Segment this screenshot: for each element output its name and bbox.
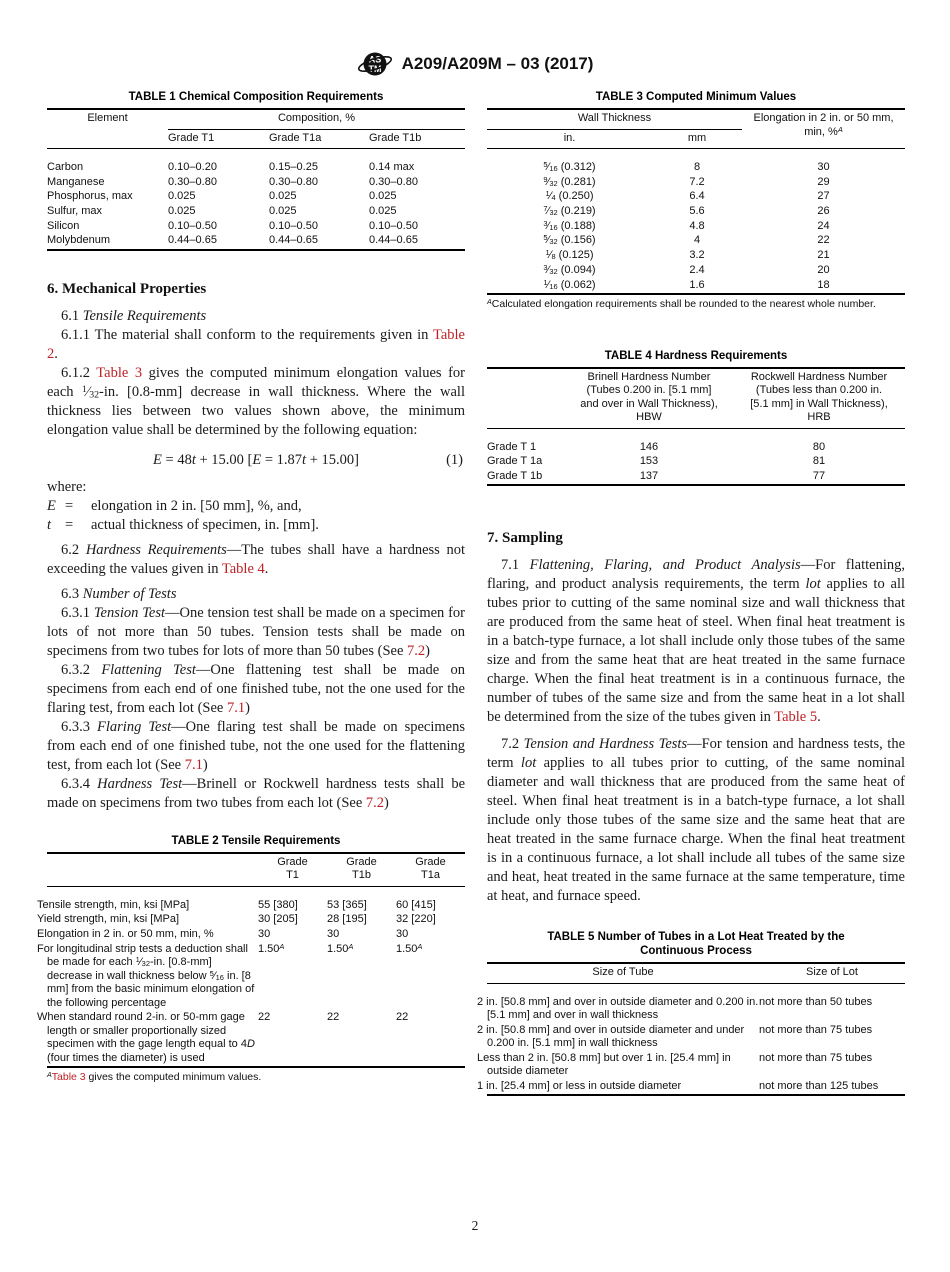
cell-grade: Grade T 1a <box>487 455 543 468</box>
cell-tube-size: Less than 2 in. [50.8 mm] but over 1 in. [25.4 mm] in outside diameter <box>477 1051 731 1078</box>
cell-element: Manganese <box>47 175 105 188</box>
xref-link[interactable]: Table 3 <box>96 364 143 381</box>
table-2-footnote: $^A$Table 3 gives the computed minimum values. <box>47 1070 262 1083</box>
column-header-in: in. <box>563 131 576 144</box>
xref-link[interactable]: 7.1 <box>226 699 246 716</box>
cell-mm: 8 <box>693 161 701 173</box>
cell-mm: 7.2 <box>689 175 705 188</box>
paragraph-6-1: 6.1 Tensile Requirements <box>61 307 207 324</box>
standard-designation-title: A209/A209M – 03 (2017) <box>401 54 594 73</box>
cell-brinell: 137 <box>639 469 659 482</box>
cell-in: $^5⁄_{32}$ (0.156) <box>543 233 596 247</box>
cell-mm: 6.4 <box>689 190 705 203</box>
cell-elongation: 26 <box>817 205 830 218</box>
equation-number: (1) <box>446 451 463 468</box>
cell-value: 30 <box>327 927 340 940</box>
definition-symbol: t <box>47 516 52 533</box>
cell-value: 28 [195] <box>327 913 367 926</box>
table-3-footnote: $^A$Calculated elongation requirements shall be rounded to the nearest whole number. <box>487 297 876 310</box>
cell-tube-size: 2 in. [50.8 mm] and over in outside diameter and 0.200 in. [5.1 mm] and over in wall thickness <box>477 995 759 1022</box>
column-header-grade-t1a: Grade T1a <box>415 855 446 882</box>
cell-value: 53 [365] <box>327 898 367 911</box>
xref-link[interactable]: 7.2 <box>407 642 426 659</box>
cell-elongation: 30 <box>817 161 830 173</box>
cell-lot-size: not more than 125 tubes <box>759 1080 879 1093</box>
table-row <box>487 204 905 219</box>
definition-symbol: E <box>47 497 56 514</box>
table-row <box>487 234 905 249</box>
table-3 <box>487 108 905 295</box>
equation-body: E = 48t + 15.00 [E = 1.87t + 15.00] <box>153 451 359 468</box>
column-header-grade-t1: Grade T1 <box>168 131 215 144</box>
column-header-brinell: Brinell Hardness Number (Tubes 0.200 in. [5.1 mm] and over in Wall Thickness), HBW <box>580 370 718 424</box>
cell-value: 0.14 max <box>369 161 415 173</box>
xref-link[interactable]: 7.2 <box>365 794 385 811</box>
column-header-size-of-lot: Size of Lot <box>806 966 858 979</box>
table-4-hardness-requirements <box>487 349 905 486</box>
table-row <box>47 234 465 250</box>
table-row <box>47 204 465 219</box>
paragraph-6-1-2: 6.1.2 Table 3 gives the computed minimum elongation values for each $^1⁄_{32}-in$. [0.8-mm] decrease in wall thickness. Where the wall thickness lies between two values shown above, the minimum elongation value shall be determined by the following equation: <box>47 364 465 438</box>
cell-value: 0.10–0.20 <box>168 161 217 173</box>
column-header-elongation: Elongation in 2 in. or 50 mm, min, %$^A$ <box>753 112 894 138</box>
table-row <box>487 190 905 205</box>
table-row <box>487 219 905 234</box>
column-header-element: Element <box>87 112 128 124</box>
cell-property: For longitudinal strip tests a deduction shall be made for each $^1⁄_{32}-in$. [0.8-mm] decrease in wall thickness below $^5⁄_{16}$ in. [8 mm] from the basic minimum elongation of the following percentage <box>37 942 255 1009</box>
table-row <box>47 886 465 913</box>
table-5-title: TABLE 5 Number of Tubes in a Lot Heat Treated by the Continuous Process <box>547 931 845 958</box>
table-2-title: TABLE 2 Tensile Requirements <box>171 834 341 847</box>
cell-grade: Grade T 1b <box>487 469 543 482</box>
cell-property: When standard round 2-in. or 50-mm gage length or smaller proportionally sized specimen with the gage length equal to 4D (four times the diameter) is used <box>37 1011 255 1064</box>
cell-value: 30 <box>396 927 409 940</box>
cell-value: 32 [220] <box>396 913 436 926</box>
cell-mm: 5.6 <box>689 205 705 218</box>
table-row <box>47 927 465 942</box>
cell-property: Yield strength, min, ksi [MPa] <box>37 913 180 926</box>
cell-value: 22 <box>327 1011 340 1024</box>
cell-element: Sulfur, max <box>47 205 103 218</box>
cell-mm: 3.2 <box>689 249 705 262</box>
table-1 <box>47 108 465 251</box>
table-row <box>47 190 465 205</box>
paragraph-7-2: 7.2 Tension and Hardness Tests—For tension and hardness tests, the term lot applies to all tubes prior to cutting, of the same nominal diameter and wall thickness that are produced from the same heat of steel. When final heat treatment is in a batch-type furnace, a lot shall include only those tubes of the same size and the same heat that are heat treated in the same furnace charge. When the final heat treatment is in a continuous furnace, a lot shall include all tubes of the same size and heat, heat treated in the same furnace at the same temperature, time at heat, and furnace speed. <box>487 736 906 905</box>
table-row <box>487 455 905 470</box>
column-header-mm: mm <box>687 131 707 144</box>
table-row <box>47 1011 465 1067</box>
cell-brinell: 153 <box>639 455 659 468</box>
xref-link[interactable]: Table 5 <box>774 709 818 726</box>
cell-value: $1.50^A$ <box>327 941 354 955</box>
definition-text: elongation in 2 in. [50 mm], %, and, <box>91 497 302 514</box>
paragraph-6-3-4: 6.3.4 Hardness Test—Brinell or Rockwell hardness tests shall be made on specimens from two tubes from each lot (See 7.2) <box>47 775 465 811</box>
table-row <box>487 149 905 176</box>
cell-value: 30 <box>258 927 271 940</box>
table-4 <box>487 367 905 486</box>
cell-in: $^1⁄_4$ (0.250) <box>545 189 594 203</box>
cell-elongation: 29 <box>817 175 830 188</box>
cell-brinell: 146 <box>639 440 659 453</box>
paragraph-6-3-2: 6.3.2 Flattening Test—One flattening test shall be made on specimens from each end of one finished tube, not the one used for the flaring test, from each lot (See 7.1) <box>47 661 466 716</box>
cell-element: Carbon <box>47 161 84 173</box>
cell-value: 0.44–0.65 <box>269 234 318 247</box>
cell-rockwell: 77 <box>812 469 826 482</box>
cell-in: $^1⁄_8$ (0.125) <box>545 247 594 262</box>
cell-value: 0.025 <box>369 205 397 218</box>
cell-rockwell: 80 <box>812 440 826 453</box>
cell-elongation: 24 <box>817 219 830 232</box>
cell-value: 0.025 <box>269 205 297 218</box>
column-header-rockwell: Rockwell Hardness Number (Tubes less than 0.200 in. [5.1 mm] in Wall Thickness), HRB <box>750 370 888 424</box>
column-header-size-of-tube: Size of Tube <box>592 966 654 979</box>
table-3-computed-minimum-values <box>487 90 905 311</box>
cell-value: 0.025 <box>168 190 196 203</box>
cell-property: Tensile strength, min, ksi [MPa] <box>37 898 190 911</box>
cell-property: Elongation in 2 in. or 50 mm, min, % <box>37 927 214 940</box>
cell-in: $^9⁄_{32}$ (0.281) <box>543 174 596 188</box>
table-row <box>487 469 905 485</box>
cell-mm: 4 <box>693 234 701 247</box>
section-6-heading: 6. Mechanical Properties <box>47 280 207 297</box>
equals-sign: = <box>65 516 74 533</box>
cell-grade: Grade T 1 <box>487 440 537 453</box>
cell-lot-size: not more than 75 tubes <box>759 1023 873 1036</box>
table-row <box>487 249 905 264</box>
cell-tube-size: 2 in. [50.8 mm] and over in outside diameter and under 0.200 in. [5.1 mm] in wall thickness <box>477 1023 745 1050</box>
spacer-cell <box>47 853 258 887</box>
column-header-composition: Composition, % <box>168 109 465 129</box>
cell-value: 22 <box>258 1011 271 1024</box>
table-row <box>487 278 905 294</box>
cell-elongation: 22 <box>817 234 830 247</box>
cell-elongation: 18 <box>817 278 830 291</box>
table-row <box>47 942 465 1011</box>
paragraph-6-1-1: 6.1.1 The material shall conform to the requirements given in Table 2. <box>47 326 465 362</box>
astm-logo-text-bottom: TM <box>368 64 382 74</box>
cell-rockwell: 81 <box>812 455 826 468</box>
spacer-cell <box>487 368 565 429</box>
cell-elongation: 27 <box>817 190 830 203</box>
cell-element: Silicon <box>47 219 80 232</box>
definition-row-E <box>47 497 465 516</box>
cell-in: $^7⁄_{32}$ (0.219) <box>543 203 596 218</box>
astm-logo-icon <box>357 48 393 80</box>
cell-value: 60 [415] <box>396 898 436 911</box>
table-4-title: TABLE 4 Hardness Requirements <box>604 349 788 362</box>
cell-value: 0.025 <box>269 190 297 203</box>
cell-value: 0.30–0.80 <box>369 175 418 188</box>
where-label: where: <box>47 478 87 495</box>
table-row <box>487 1051 905 1079</box>
cell-value: 55 [380] <box>258 898 298 911</box>
table-2-tensile-requirements <box>37 834 465 1084</box>
cell-elongation: 20 <box>817 263 830 276</box>
table-3-title: TABLE 3 Computed Minimum Values <box>595 91 797 103</box>
cell-value: 22 <box>396 1011 409 1024</box>
cell-value: 0.10–0.50 <box>369 219 418 232</box>
page-number: 2 <box>471 1218 479 1233</box>
cell-in: $^1⁄_{16}$ (0.062) <box>543 277 596 291</box>
table-row <box>487 175 905 190</box>
table-row <box>487 983 905 1023</box>
cell-in: $^3⁄_{32}$ (0.094) <box>543 262 596 276</box>
cell-value: 0.44–0.65 <box>168 234 217 247</box>
paragraph-6-3-3: 6.3.3 Flaring Test—One flaring test shall be made on specimens from each end of one finished tube, not the one used for the flattening test, from each lot (See 7.1) <box>47 718 465 773</box>
table-row <box>487 1080 905 1096</box>
paragraph-6-2: 6.2 Hardness Requirements—The tubes shall have a hardness not exceeding the values given in Table 4. <box>47 541 466 577</box>
section-7-heading: 7. Sampling <box>487 530 563 547</box>
cell-in: $^3⁄_{16}$ (0.188) <box>543 218 596 232</box>
table-1-title: TABLE 1 Chemical Composition Requirements <box>128 91 384 103</box>
cell-value: $1.50^A$ <box>396 941 423 955</box>
table-row <box>47 175 465 190</box>
table-5 <box>477 962 905 1096</box>
paragraph-7-1: 7.1 Flattening, Flaring, and Product Analysis—For flattening, flaring, and product analysis requirements, the term lot applies to all tubes prior to cutting of the same nominal size and wall thickness that are produced from the same heat of steel. When final heat treatment is in a batch-type furnace, a lot shall include only those tubes of the same size and from the same heat that are heat treated in the same furnace charge. When the final heat treatment is in a continuous furnace, the number of tubes of the same size and from the same heat in a lot shall be determined from the size of the tubes given in Table 5. <box>487 557 906 726</box>
cell-value: 0.025 <box>369 190 397 203</box>
table-2 <box>37 852 465 1068</box>
cell-value: 0.30–0.80 <box>269 175 318 188</box>
cell-value: 0.10–0.50 <box>168 219 217 232</box>
table-row <box>47 913 465 928</box>
xref-link[interactable]: Table 3 <box>51 1070 86 1083</box>
cell-value: 0.44–0.65 <box>369 234 418 247</box>
xref-link[interactable]: Table 2 <box>47 326 465 362</box>
column-header-grade-t1b: Grade T1b <box>369 131 422 144</box>
cell-mm: 1.6 <box>689 278 705 291</box>
table-row <box>487 1023 905 1051</box>
xref-link[interactable]: Table 4 <box>221 560 265 577</box>
table-5-lot-size <box>477 930 905 1096</box>
left-column <box>37 90 466 1084</box>
cell-mm: 2.4 <box>689 263 705 276</box>
cell-lot-size: not more than 50 tubes <box>759 995 873 1008</box>
page-header <box>0 48 950 80</box>
cell-element: Phosphorus, max <box>47 190 133 203</box>
xref-link[interactable]: 7.1 <box>184 756 203 773</box>
cell-value: 0.025 <box>168 205 196 218</box>
right-column <box>477 90 906 1096</box>
definition-text: actual thickness of specimen, in. [mm]. <box>91 516 319 533</box>
table-row <box>47 219 465 234</box>
cell-value: 0.15–0.25 <box>269 161 318 173</box>
cell-mm: 4.8 <box>689 219 705 232</box>
cell-lot-size: not more than 75 tubes <box>759 1051 873 1064</box>
cell-elongation: 21 <box>817 249 830 262</box>
cell-value: 30 [205] <box>258 913 298 926</box>
column-header-grade-t1b: Grade T1b <box>346 855 377 882</box>
definition-row-t <box>47 516 465 535</box>
equals-sign: = <box>65 497 74 514</box>
column-header-grade-t1: Grade T1 <box>277 855 308 882</box>
table-row <box>487 263 905 278</box>
paragraph-6-3: 6.3 Number of Tests <box>61 585 177 602</box>
table-1-chemical-composition <box>47 90 465 251</box>
cell-value: $1.50^A$ <box>258 941 285 955</box>
cell-value: 0.30–0.80 <box>168 175 217 188</box>
cell-in: $^5⁄_{16}$ (0.312) <box>543 159 596 174</box>
table-row <box>487 428 905 455</box>
cell-tube-size: 1 in. [25.4 mm] or less in outside diameter <box>477 1080 682 1093</box>
column-header-wall-thickness: Wall Thickness <box>487 109 742 129</box>
cell-value: 0.10–0.50 <box>269 219 318 232</box>
paragraph-6-3-1: 6.3.1 Tension Test—One tension test shall be made on a specimen for lots of not more than 50 tubes. Tension tests shall be made on specimens from two tubes for lots of more than 50 tubes (See 7.2) <box>47 604 465 659</box>
astm-logo-text-top: AS <box>368 54 381 65</box>
column-header-grade-t1a: Grade T1a <box>269 131 322 144</box>
cell-element: Molybdenum <box>47 234 110 247</box>
equation-1 <box>47 452 465 469</box>
table-row <box>47 149 465 176</box>
